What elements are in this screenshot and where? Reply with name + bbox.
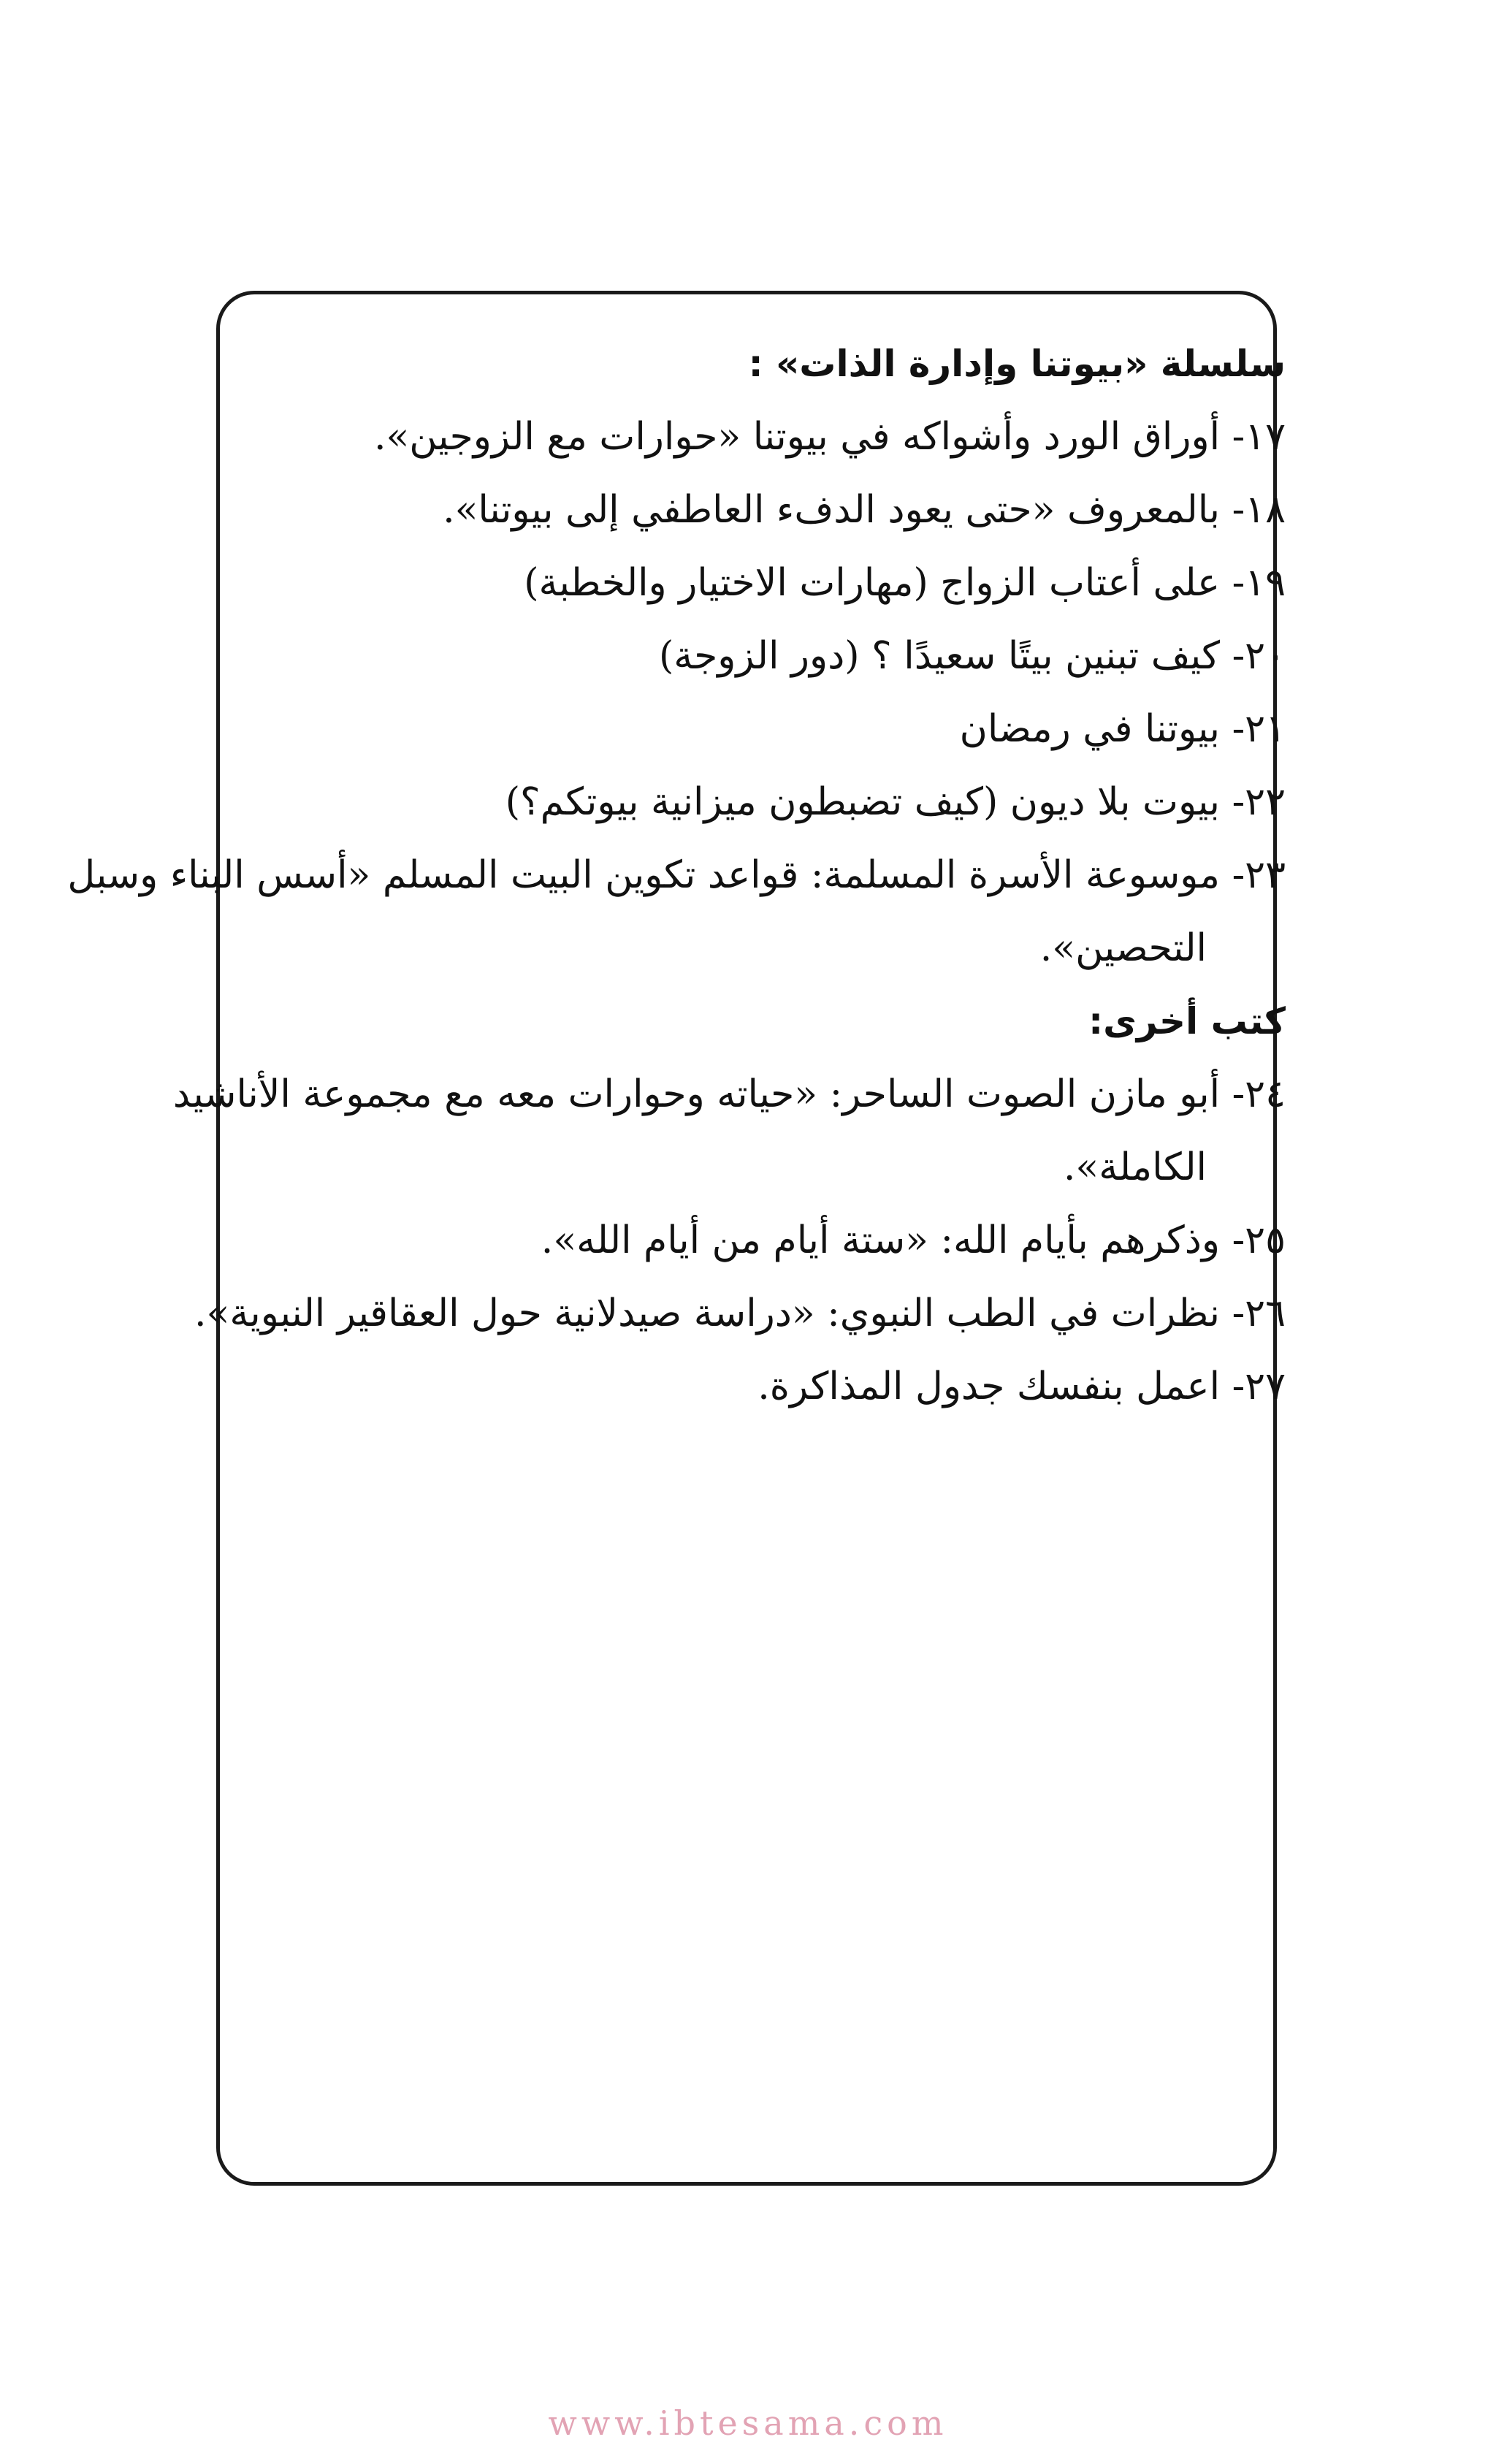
item-text: اعمل بنفسك جدول المذاكرة.	[757, 1365, 1221, 1408]
other-books-heading: كتب أخرى:	[1088, 1000, 1286, 1042]
item-separator: -	[1232, 1072, 1245, 1116]
item-separator: -	[1232, 853, 1245, 897]
item-number: ٢٣	[1245, 853, 1286, 897]
list-item	[263, 546, 1286, 619]
item-continuation: التحصين».	[1039, 926, 1207, 970]
list-item	[67, 839, 1286, 912]
list-item	[263, 1350, 1286, 1423]
item-text: بيوت بلا ديون (كيف تضبطون ميزانية بيوتكم؟)	[505, 780, 1221, 824]
item-number: ٢٠	[1245, 634, 1286, 678]
item-number: ٢١	[1245, 707, 1286, 751]
item-text: نظرات في الطب النبوي: «دراسة صيدلانية حول العقاقير النبوية».	[194, 1292, 1221, 1335]
watermark: www.ibtesama.com	[548, 2403, 948, 2443]
item-separator: -	[1232, 488, 1245, 532]
item-text: على أعتاب الزواج (مهارات الاختيار والخطبة)	[524, 561, 1221, 605]
item-separator: -	[1232, 634, 1245, 678]
series-heading: سلسلة «بيوتنا وإدارة الذات» :	[748, 343, 1286, 385]
list-item	[263, 473, 1286, 546]
item-number: ١٩	[1245, 561, 1286, 605]
item-separator: -	[1232, 1365, 1245, 1408]
item-text: بالمعروف «حتى يعود الدفء العاطفي إلى بيوتنا».	[443, 488, 1221, 532]
item-separator: -	[1232, 415, 1245, 459]
list-item	[263, 766, 1286, 839]
item-number: ٢٥	[1245, 1218, 1286, 1262]
item-separator: -	[1232, 707, 1245, 751]
item-number: ٢٦	[1245, 1292, 1286, 1335]
list-item	[194, 1277, 1286, 1350]
item-text: موسوعة الأسرة المسلمة: قواعد تكوين البيت المسلم «أسس البناء وسبل	[67, 853, 1221, 897]
item-number: ٢٢	[1245, 780, 1286, 824]
item-separator: -	[1232, 561, 1245, 605]
book-list	[67, 327, 1286, 1423]
item-separator: -	[1232, 1292, 1245, 1335]
item-text: أبو مازن الصوت الساحر: «حياته وحوارات معه مع مجموعة الأناشيد	[172, 1072, 1221, 1116]
list-item	[263, 1204, 1286, 1277]
item-number: ١٨	[1245, 488, 1286, 532]
list-item	[263, 619, 1286, 693]
list-item	[172, 1058, 1286, 1131]
item-number: ١٧	[1245, 415, 1286, 459]
item-text: كيف تبنين بيتًا سعيدًا ؟ (دور الزوجة)	[658, 634, 1221, 678]
item-text: أوراق الورد وأشواكه في بيوتنا «حوارات مع الزوجين».	[373, 415, 1221, 459]
item-separator: -	[1232, 780, 1245, 824]
list-item	[263, 400, 1286, 473]
item-text: بيوتنا في رمضان	[959, 707, 1221, 751]
item-continuation: الكاملة».	[1063, 1145, 1207, 1189]
item-separator: -	[1232, 1218, 1245, 1262]
list-item	[263, 693, 1286, 766]
item-number: ٢٤	[1245, 1072, 1286, 1116]
item-number: ٢٧	[1245, 1365, 1286, 1408]
item-text: وذكرهم بأيام الله: «ستة أيام من أيام الله».	[541, 1218, 1221, 1262]
